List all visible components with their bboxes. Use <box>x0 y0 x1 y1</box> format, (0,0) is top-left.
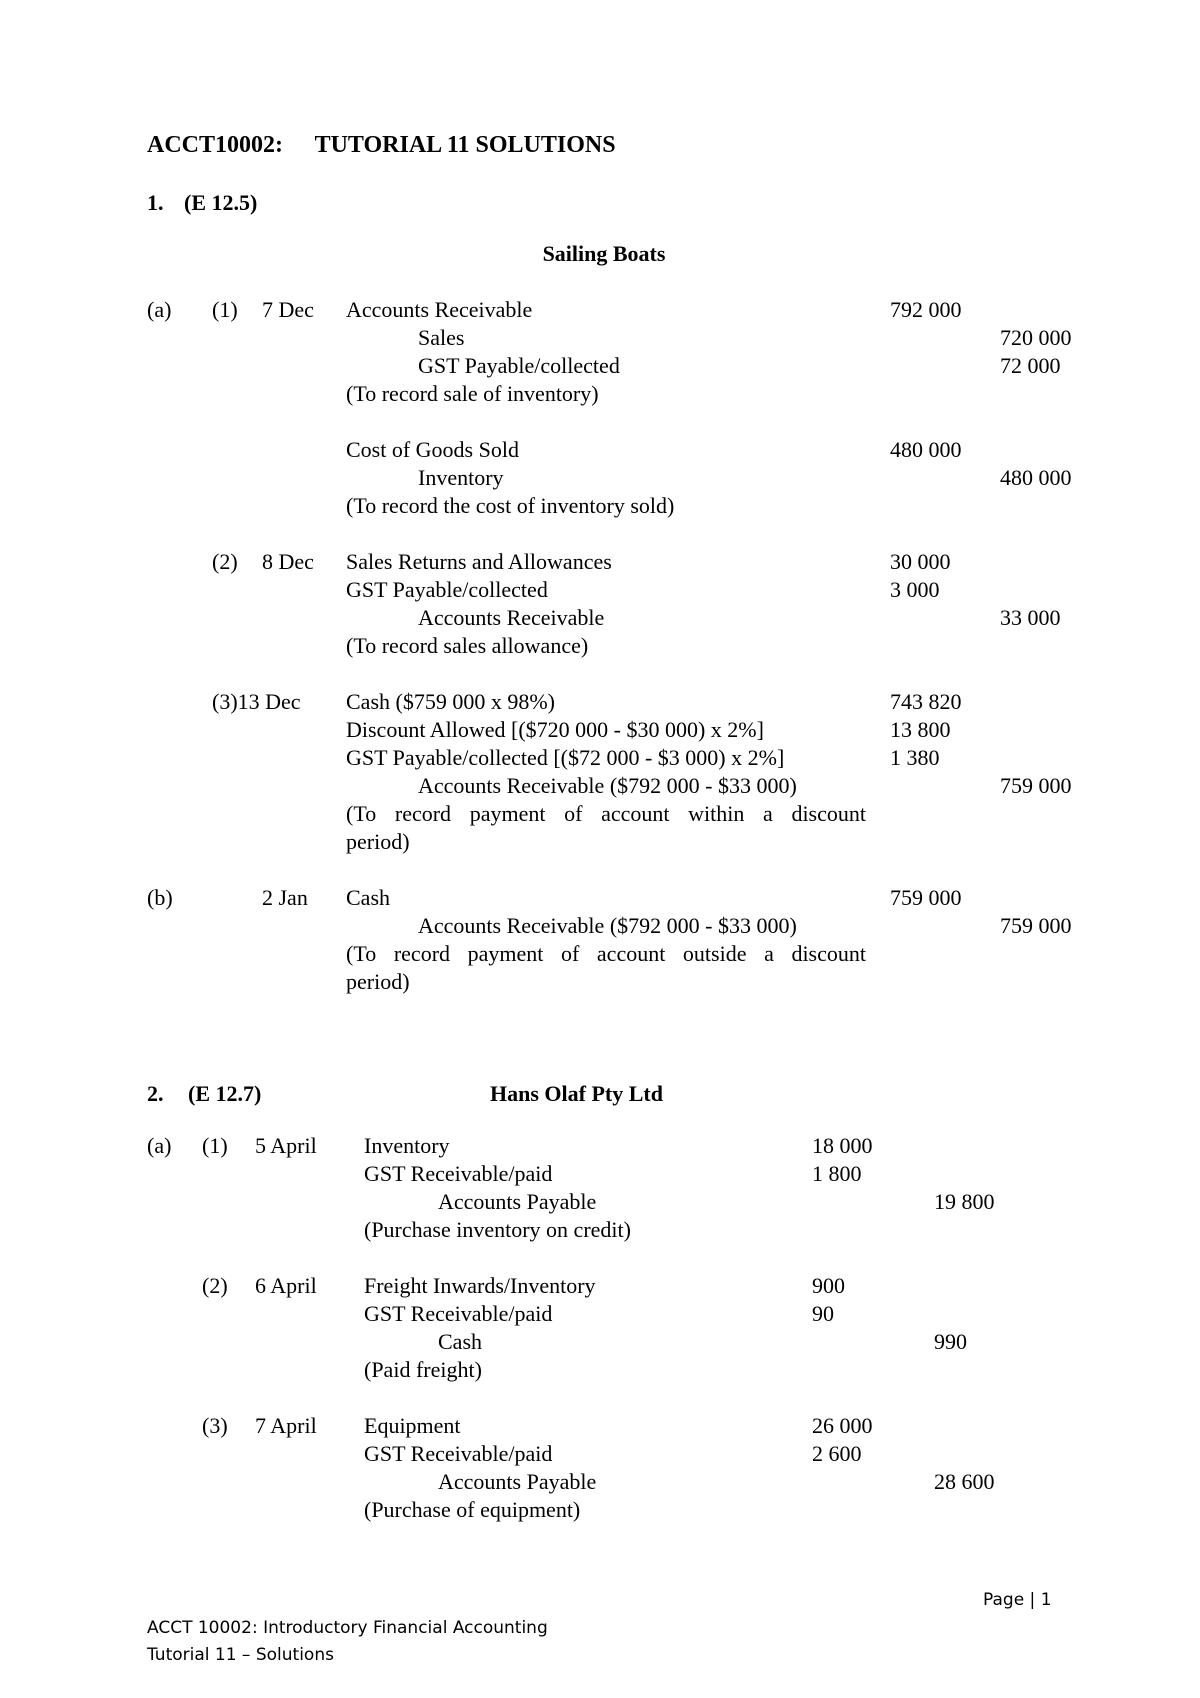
q1-line-16b: period) <box>346 829 410 854</box>
q2-debit-10: 2 600 <box>812 1441 862 1466</box>
q1-debit-5: 480 000 <box>890 437 962 462</box>
q2-line-7: Cash <box>438 1329 482 1354</box>
q2-company: Hans Olaf Pty Ltd <box>490 1081 663 1106</box>
page-number: Page | 1 <box>983 1590 1052 1610</box>
q1-credit-3: 72 000 <box>1000 353 1061 378</box>
q1-credit-18: 759 000 <box>1000 913 1072 938</box>
q2-line-10: GST Receivable/paid <box>364 1441 553 1466</box>
q1-line-7: (To record the cost of inventory sold) <box>346 493 675 518</box>
q1-t3-numdate: (3)13 Dec <box>212 689 301 714</box>
q1-line-19b: period) <box>346 969 410 994</box>
title-code: ACCT10002: <box>147 132 283 158</box>
q2-debit-2: 1 800 <box>812 1161 862 1186</box>
q1-debit-9: 3 000 <box>890 577 940 602</box>
q1-t2-num: (2) <box>212 549 238 574</box>
q1-line-10: Accounts Receivable <box>418 605 605 630</box>
q2-credit-7: 990 <box>934 1329 967 1354</box>
q2-line-4: (Purchase inventory on credit) <box>364 1217 631 1242</box>
page-title <box>147 131 616 159</box>
q2-credit-3: 19 800 <box>934 1189 995 1214</box>
q2-debit-1: 18 000 <box>812 1133 873 1158</box>
q1-debit-1: 792 000 <box>890 297 962 322</box>
q1-debit-8: 30 000 <box>890 549 951 574</box>
q2-line-5: Freight Inwards/Inventory <box>364 1273 596 1298</box>
q2-line-3: Accounts Payable <box>438 1189 597 1214</box>
q1-line-13: Discount Allowed [($720 000 - $30 000) x 2%] <box>346 717 764 742</box>
q2-t1-num: (1) <box>202 1133 228 1158</box>
q2-line-12: (Purchase of equipment) <box>364 1497 581 1522</box>
q1-line-2: Sales <box>418 325 465 350</box>
q2-number: 2. <box>147 1081 164 1106</box>
q1-t1-num: (1) <box>212 297 238 322</box>
q1-number: 1. <box>147 190 164 215</box>
q2-credit-11: 28 600 <box>934 1469 995 1494</box>
q2-t2-num: (2) <box>202 1273 228 1298</box>
q2-ref: (E 12.7) <box>188 1081 262 1106</box>
footer-course: ACCT 10002: Introductory Financial Accounting <box>147 1618 548 1638</box>
q1-part-a: (a) <box>147 297 172 322</box>
q2-line-11: Accounts Payable <box>438 1469 597 1494</box>
q1-line-19a: (To record payment of account outside a discount <box>346 941 866 966</box>
q1-debit-17: 759 000 <box>890 885 962 910</box>
q2-debit-6: 90 <box>812 1301 834 1326</box>
q1-debit-14: 1 380 <box>890 745 940 770</box>
q1-line-5: Cost of Goods Sold <box>346 437 519 462</box>
q2-t2-date: 6 April <box>255 1273 317 1298</box>
q2-line-6: GST Receivable/paid <box>364 1301 553 1326</box>
q1-line-8: Sales Returns and Allowances <box>346 549 612 574</box>
q1-line-1: Accounts Receivable <box>346 297 533 322</box>
q2-t3-num: (3) <box>202 1413 228 1438</box>
q1-line-9: GST Payable/collected <box>346 577 548 602</box>
q1-debit-13: 13 800 <box>890 717 951 742</box>
footer-subtitle: Tutorial 11 – Solutions <box>147 1645 334 1665</box>
q2-line-1: Inventory <box>364 1133 450 1158</box>
q1-line-11: (To record sales allowance) <box>346 633 589 658</box>
q1-tb-date: 2 Jan <box>262 885 308 910</box>
q1-line-3: GST Payable/collected <box>418 353 620 378</box>
q1-company: Sailing Boats <box>542 241 666 266</box>
q1-t1-date: 7 Dec <box>262 297 314 322</box>
q1-credit-2: 720 000 <box>1000 325 1072 350</box>
q1-line-15: Accounts Receivable ($792 000 - $33 000) <box>418 773 797 798</box>
q1-part-b: (b) <box>147 885 173 910</box>
q2-debit-5: 900 <box>812 1273 845 1298</box>
title-text: TUTORIAL 11 SOLUTIONS <box>314 132 616 158</box>
q1-line-6: Inventory <box>418 465 504 490</box>
q1-t2-date: 8 Dec <box>262 549 314 574</box>
q1-debit-12: 743 820 <box>890 689 962 714</box>
q2-t1-date: 5 April <box>255 1133 317 1158</box>
q1-line-12: Cash ($759 000 x 98%) <box>346 689 555 714</box>
q2-line-2: GST Receivable/paid <box>364 1161 553 1186</box>
q1-line-18: Accounts Receivable ($792 000 - $33 000) <box>418 913 797 938</box>
q2-debit-9: 26 000 <box>812 1413 873 1438</box>
q2-part-a: (a) <box>147 1133 172 1158</box>
q2-t3-date: 7 April <box>255 1413 317 1438</box>
q2-line-9: Equipment <box>364 1413 461 1438</box>
q1-line-17: Cash <box>346 885 390 910</box>
q1-line-14: GST Payable/collected [($72 000 - $3 000) x 2%] <box>346 745 785 770</box>
q1-ref: (E 12.5) <box>184 190 258 215</box>
q1-credit-6: 480 000 <box>1000 465 1072 490</box>
q1-line-16a: (To record payment of account within a discount <box>346 801 866 826</box>
q1-line-4: (To record sale of inventory) <box>346 381 599 406</box>
q2-line-8: (Paid freight) <box>364 1357 482 1382</box>
q1-credit-10: 33 000 <box>1000 605 1061 630</box>
q1-credit-15: 759 000 <box>1000 773 1072 798</box>
